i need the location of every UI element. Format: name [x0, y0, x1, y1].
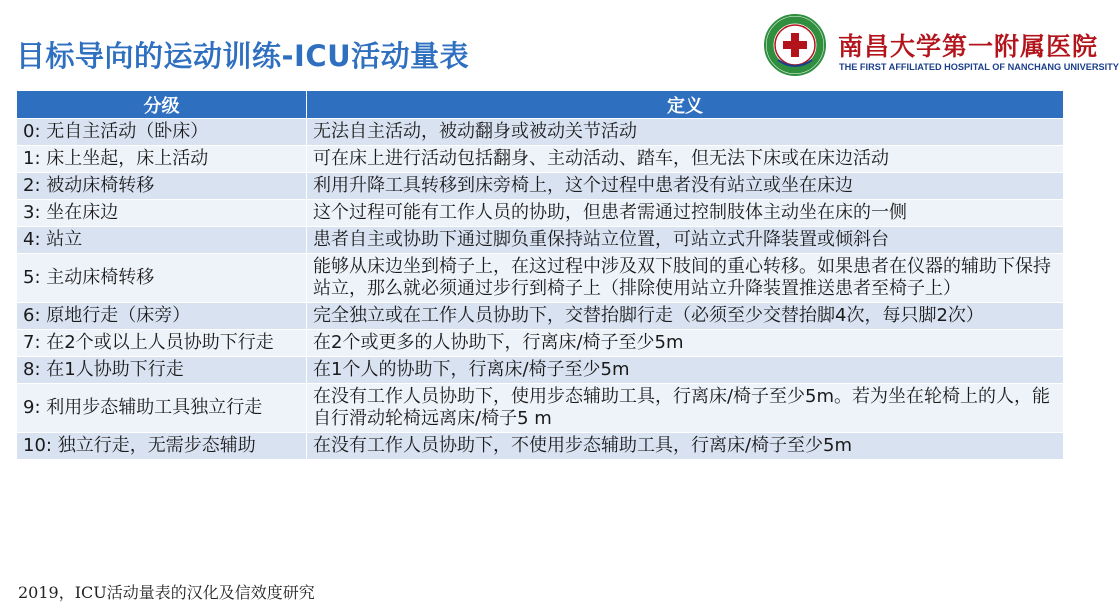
table-row: [17, 200, 1064, 227]
table-header-row: [17, 91, 1064, 119]
definition-cell: 完全独立或在工作人员协助下，交替抬脚行走（必须至少交替抬脚4次，每只脚2次）: [307, 303, 1064, 330]
level-cell: 10: 独立行走，无需步态辅助: [17, 433, 307, 460]
hospital-logo: [764, 14, 1119, 80]
source-footnote: 2019，ICU活动量表的汉化及信效度研究: [18, 583, 315, 602]
hospital-seal-icon: [764, 14, 826, 76]
level-cell: 8: 在1人协助下行走: [17, 357, 307, 384]
level-cell: 7: 在2个或以上人员协助下行走: [17, 330, 307, 357]
definition-cell: 在2个或更多的人协助下，行离床/椅子至少5m: [307, 330, 1064, 357]
definition-cell: 可在床上进行活动包括翻身、主动活动、踏车，但无法下床或在床边活动: [307, 146, 1064, 173]
table-row: [17, 433, 1064, 460]
table-row: [17, 357, 1064, 384]
header-definition: 定义: [307, 91, 1064, 119]
level-cell: 0: 无自主活动（卧床）: [17, 119, 307, 146]
level-cell: 2: 被动床椅转移: [17, 173, 307, 200]
hospital-name-en: THE FIRST AFFILIATED HOSPITAL OF NANCHANG UNIVERSITY: [839, 62, 1119, 72]
table-row: [17, 384, 1064, 433]
definition-cell: 患者自主或协助下通过脚负重保持站立位置，可站立式升降装置或倾斜台: [307, 227, 1064, 254]
table-row: [17, 254, 1064, 303]
table-row: [17, 119, 1064, 146]
definition-cell: 在1个人的协助下，行离床/椅子至少5m: [307, 357, 1064, 384]
hospital-name-cn: 南昌大学第一附属医院: [838, 32, 1099, 61]
level-cell: 3: 坐在床边: [17, 200, 307, 227]
level-cell: 6: 原地行走（床旁）: [17, 303, 307, 330]
definition-cell: 无法自主活动，被动翻身或被动关节活动: [307, 119, 1064, 146]
definition-cell: 在没有工作人员协助下，不使用步态辅助工具，行离床/椅子至少5m: [307, 433, 1064, 460]
table-row: [17, 173, 1064, 200]
table-row: [17, 330, 1064, 357]
level-cell: 5: 主动床椅转移: [17, 254, 307, 303]
page-title: 目标导向的运动训练-ICU活动量表: [16, 39, 470, 73]
icu-mobility-scale-table: [16, 90, 1064, 460]
definition-cell: 能够从床边坐到椅子上，在这过程中涉及双下肢间的重心转移。如果患者在仪器的辅助下保持站立，那么就必须通过步行到椅子上（排除使用站立升降装置推送患者至椅子上）: [307, 254, 1064, 303]
header-level: 分级: [17, 91, 307, 119]
level-cell: 4: 站立: [17, 227, 307, 254]
level-cell: 9: 利用步态辅助工具独立行走: [17, 384, 307, 433]
definition-cell: 在没有工作人员协助下，使用步态辅助工具，行离床/椅子至少5m。若为坐在轮椅上的人，能自行滑动轮椅远离床/椅子5 m: [307, 384, 1064, 433]
definition-cell: 利用升降工具转移到床旁椅上，这个过程中患者没有站立或坐在床边: [307, 173, 1064, 200]
table-row: [17, 227, 1064, 254]
definition-cell: 这个过程可能有工作人员的协助，但患者需通过控制肢体主动坐在床的一侧: [307, 200, 1064, 227]
table-row: [17, 146, 1064, 173]
table-row: [17, 303, 1064, 330]
level-cell: 1: 床上坐起，床上活动: [17, 146, 307, 173]
